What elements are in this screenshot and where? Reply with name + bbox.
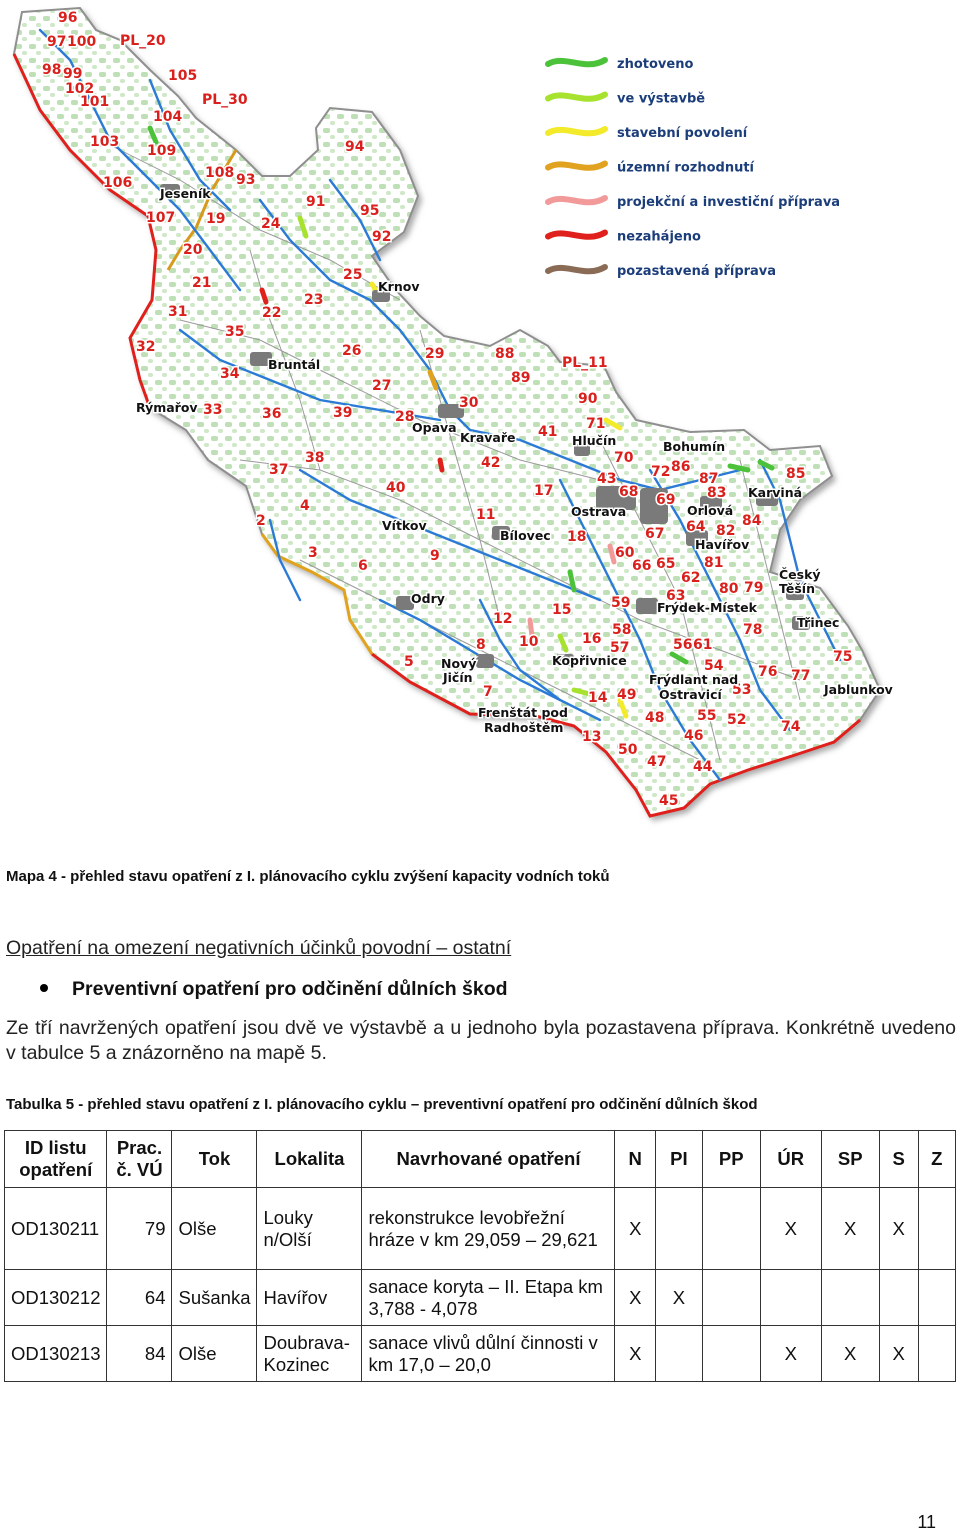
map-city-label: Ostrava — [571, 504, 627, 519]
legend-swatch — [548, 233, 605, 237]
map-number-label: 34 — [220, 366, 240, 382]
map-number-label: 84 — [742, 513, 762, 529]
cell-n: X — [615, 1188, 656, 1270]
map-city-label: Frýdek-Místek — [657, 600, 757, 615]
map-number-label: 4 — [300, 498, 310, 514]
map-number-label: 57 — [610, 640, 630, 656]
map-number-label: 25 — [343, 267, 363, 283]
map-number-label: 83 — [707, 485, 727, 501]
map-city-label: Rýmařov — [136, 400, 198, 415]
map-number-label: 41 — [538, 424, 558, 440]
status-table — [4, 1130, 956, 1382]
cell-id: OD130213 — [5, 1326, 107, 1382]
map-number-label: 69 — [656, 492, 676, 508]
map-number-label: 95 — [360, 203, 380, 219]
map-number-label: 106 — [103, 175, 133, 191]
map-number-label: 2 — [256, 513, 266, 529]
map-number-label: 39 — [333, 405, 353, 421]
map-number-label: 27 — [372, 378, 392, 394]
header-s: S — [879, 1131, 918, 1188]
header-n: N — [615, 1131, 656, 1188]
map-number-label: 71 — [586, 416, 606, 432]
map-number-label: 89 — [511, 370, 531, 386]
cell-id: OD130212 — [5, 1270, 107, 1326]
map-number-label: 23 — [304, 292, 324, 308]
map-number-label: 55 — [697, 708, 717, 724]
map-number-label: 66 — [632, 558, 652, 574]
legend-swatch — [548, 95, 605, 99]
map-city-label: Jablunkov — [824, 682, 893, 697]
header-sp: SP — [821, 1131, 879, 1188]
map-number-label: 70 — [614, 450, 634, 466]
map-number-label: 99 — [63, 66, 83, 82]
map-city-label: Frenštát pod Radhoštěm — [478, 705, 568, 735]
map-number-label: 44 — [693, 759, 713, 775]
cell-vu: 64 — [107, 1270, 172, 1326]
legend-label: ve výstavbě — [617, 91, 706, 107]
map-number-label: 40 — [386, 480, 406, 496]
cell-sp: X — [821, 1188, 879, 1270]
cell-z — [918, 1326, 955, 1382]
map-number-label: 56 — [673, 637, 693, 653]
map-number-label: 52 — [727, 712, 747, 728]
cell-vu: 84 — [107, 1326, 172, 1382]
table-caption: Tabulka 5 - přehled stavu opatření z I. plánovacího cyklu – preventivní opatření pro odčinění důlních škod — [6, 1096, 758, 1113]
map-city-label: Bílovec — [500, 528, 551, 543]
cell-z — [918, 1188, 955, 1270]
map-number-label: 80 — [719, 581, 739, 597]
map-number-label: 18 — [567, 529, 587, 545]
map-number-label: 59 — [611, 595, 631, 611]
map-number-label: 101 — [80, 94, 110, 110]
map-caption: Mapa 4 - přehled stavu opatření z I. plánovacího cyklu zvýšení kapacity vodních toků — [6, 868, 610, 885]
map-number-label: 22 — [262, 305, 282, 321]
header-ur: ÚR — [760, 1131, 821, 1188]
map-number-label: 93 — [236, 172, 256, 188]
map-number-label: 102 — [65, 81, 95, 97]
map-number-label: 11 — [476, 507, 496, 523]
map-number-label: 92 — [372, 229, 392, 245]
map-city-label: Kravaře — [460, 430, 516, 445]
map-number-label: PL_30 — [202, 92, 248, 108]
map-number-label: 79 — [744, 580, 764, 596]
map-number-label: 62 — [681, 570, 701, 586]
map-number-label: 76 — [758, 664, 778, 680]
cell-pi: X — [656, 1270, 703, 1326]
map-number-label: 97 — [47, 34, 67, 50]
legend-swatch — [548, 129, 605, 133]
cell-ur: X — [760, 1188, 821, 1270]
legend-label: stavební povolení — [617, 126, 748, 141]
map-city-label: Kopřivnice — [552, 653, 627, 668]
legend-label: územní rozhodnutí — [617, 160, 755, 176]
map-number-label: 37 — [269, 462, 289, 478]
bullet-text: Preventivní opatření pro odčinění důlních škod — [72, 978, 508, 1000]
map-number-label: 108 — [205, 165, 235, 181]
cell-pp — [702, 1270, 760, 1326]
map-number-label: 58 — [612, 622, 632, 638]
map-number-label: 9 — [430, 548, 440, 564]
cell-opatreni: sanace vlivů důlní činnosti v km 17,0 – 20,0 — [362, 1326, 615, 1382]
cell-n: X — [615, 1326, 656, 1382]
map-number-label: 63 — [666, 588, 686, 604]
map-city-label: Hlučín — [572, 433, 617, 448]
map-number-label: 60 — [615, 545, 635, 561]
map-number-label: 12 — [493, 611, 513, 627]
bullet-item — [40, 978, 508, 1001]
table-row — [5, 1270, 956, 1326]
map-number-label: 100 — [67, 34, 97, 50]
cell-ur: X — [760, 1326, 821, 1382]
map-number-label: 21 — [192, 275, 212, 291]
legend-label: nezahájeno — [617, 229, 701, 245]
map-city-label: Karviná — [748, 485, 803, 500]
map-number-label: 81 — [704, 555, 724, 571]
map-number-label: 5 — [404, 654, 414, 670]
map-number-label: 10 — [519, 634, 539, 650]
map-number-label: 75 — [833, 649, 853, 665]
map-number-label: 103 — [90, 134, 120, 150]
map-city-label: Český Těšín — [779, 567, 821, 596]
body-paragraph: Ze tří navržených opatření jsou dvě ve výstavbě a u jednoho byla pozastavena příprava. Konkrétně uvedeno v tabulce 5 a znázorněno na mapě 5. — [6, 1017, 956, 1064]
map-number-label: 98 — [42, 62, 62, 78]
legend-swatch — [548, 198, 605, 202]
cell-pi — [656, 1326, 703, 1382]
legend-label: pozastavená příprava — [617, 264, 777, 279]
map-number-label: 24 — [261, 216, 281, 232]
map-city-label: Havířov — [695, 537, 750, 552]
map-city-label: Nový Jičín — [441, 656, 477, 685]
map-number-label: 30 — [459, 395, 479, 411]
map-number-label: 85 — [786, 466, 806, 482]
map-city-label: Bohumín — [663, 439, 726, 454]
map-legend — [548, 57, 840, 279]
map-city-label: Frýdlant nad Ostravicí — [649, 672, 739, 702]
bullet-dot-icon — [40, 984, 48, 992]
map-number-label: 67 — [645, 526, 665, 542]
table-row — [5, 1188, 956, 1270]
map-number-label: 3 — [308, 545, 318, 561]
header-pp: PP — [702, 1131, 760, 1188]
cell-tok: Olše — [172, 1188, 257, 1270]
map-number-label: 31 — [168, 304, 188, 320]
table-row — [5, 1326, 956, 1382]
cell-ur — [760, 1270, 821, 1326]
map-number-label: 72 — [651, 464, 671, 480]
table-header-row — [5, 1131, 956, 1188]
map-number-label: 35 — [225, 324, 245, 340]
map-city-label: Jeseník — [160, 186, 211, 201]
header-lokalita: Lokalita — [257, 1131, 362, 1188]
map-number-label: 45 — [659, 793, 679, 809]
cell-s: X — [879, 1188, 918, 1270]
map-number-label: 33 — [203, 402, 223, 418]
map-number-label: 109 — [147, 143, 177, 159]
cell-sp — [821, 1270, 879, 1326]
map-number-label: 42 — [481, 455, 501, 471]
map-number-label: 49 — [617, 687, 637, 703]
cell-lokalita: Doubrava-Kozinec — [257, 1326, 362, 1382]
map-city-label: Bruntál — [268, 357, 321, 372]
map-number-label: 16 — [582, 631, 602, 647]
cell-opatreni: sanace koryta – II. Etapa km 3,788 - 4,078 — [362, 1270, 615, 1326]
map-number-label: 90 — [578, 391, 598, 407]
legend-swatch — [548, 267, 605, 271]
map-number-label: 64 — [686, 519, 706, 535]
header-z: Z — [918, 1131, 955, 1188]
map-city-label: Orlová — [687, 503, 734, 518]
map-number-label: 86 — [671, 459, 691, 475]
map-number-label: 78 — [743, 622, 763, 638]
map-number-label: 65 — [656, 556, 676, 572]
map-number-label: 19 — [206, 211, 226, 227]
cell-s: X — [879, 1326, 918, 1382]
map-number-label: 54 — [704, 658, 724, 674]
map-number-label: 104 — [153, 109, 183, 125]
map-number-label: PL_11 — [562, 355, 608, 371]
map-number-label: 14 — [588, 690, 608, 706]
map-city-label: Třinec — [797, 615, 840, 630]
header-pi: PI — [656, 1131, 703, 1188]
header-opatreni: Navrhované opatření — [362, 1131, 615, 1188]
map-number-label: 68 — [619, 484, 639, 500]
cell-pp — [702, 1188, 760, 1270]
cell-tok: Olše — [172, 1326, 257, 1382]
map-number-label: 17 — [534, 483, 554, 499]
map-number-label: 26 — [342, 343, 362, 359]
cell-lokalita: Havířov — [257, 1270, 362, 1326]
legend-swatch — [548, 60, 605, 64]
map-city-label: Vítkov — [382, 518, 427, 533]
map-number-label: 74 — [781, 719, 801, 735]
page-number: 11 — [917, 1512, 936, 1532]
map-number-label: 94 — [345, 139, 365, 155]
map-number-label: 61 — [693, 637, 713, 653]
map-number-label: 53 — [732, 682, 752, 698]
map-number-label: 88 — [495, 346, 515, 362]
cell-pi — [656, 1188, 703, 1270]
cell-s — [879, 1270, 918, 1326]
map-city-label: Odry — [411, 591, 445, 606]
legend-label: projekční a investiční příprava — [617, 195, 841, 210]
cell-n: X — [615, 1270, 656, 1326]
cell-opatreni: rekonstrukce levobřežní hráze v km 29,059 – 29,621 — [362, 1188, 615, 1270]
map-number-label: 36 — [262, 406, 282, 422]
section-title: Opatření na omezení negativních účinků povodní – ostatní — [6, 937, 512, 959]
cell-lokalita: Louky n/Olší — [257, 1188, 362, 1270]
map-number-label: 32 — [136, 339, 156, 355]
map-number-label: 15 — [552, 602, 572, 618]
map-city-label: Krnov — [378, 279, 420, 294]
legend-label: zhotoveno — [617, 57, 694, 72]
map-number-label: 107 — [146, 210, 176, 226]
map-number-label: 96 — [58, 10, 78, 26]
header-vu: Prac. č. VÚ — [107, 1131, 172, 1188]
map-number-label: 28 — [395, 409, 415, 425]
map-city-label: Opava — [412, 420, 457, 435]
cell-sp: X — [821, 1326, 879, 1382]
cell-vu: 79 — [107, 1188, 172, 1270]
map-number-label: 7 — [483, 684, 493, 700]
map-number-label: 77 — [791, 668, 811, 684]
map-number-label: 38 — [305, 450, 325, 466]
map-number-label: 6 — [358, 558, 368, 574]
cell-pp — [702, 1326, 760, 1382]
map-number-label: 105 — [168, 68, 198, 84]
header-tok: Tok — [172, 1131, 257, 1188]
map-number-label: 20 — [183, 242, 203, 258]
map-number-label: 47 — [647, 754, 667, 770]
cell-tok: Sušanka — [172, 1270, 257, 1326]
map-number-label: 82 — [716, 523, 736, 539]
header-id: ID listu opatření — [5, 1131, 107, 1188]
cell-id: OD130211 — [5, 1188, 107, 1270]
map-number-label: 29 — [425, 346, 445, 362]
map-number-label: 8 — [476, 637, 486, 653]
map-number-label: 46 — [684, 728, 704, 744]
legend-swatch — [548, 164, 605, 168]
map-number-label: PL_20 — [120, 33, 166, 49]
map-number-label: 48 — [645, 710, 665, 726]
map-number-label: 13 — [582, 729, 602, 745]
cell-z — [918, 1270, 955, 1326]
map-number-label: 87 — [699, 471, 719, 487]
map-number-label: 91 — [306, 194, 326, 210]
map-number-label: 43 — [597, 471, 617, 487]
map-number-label: 50 — [618, 742, 638, 758]
